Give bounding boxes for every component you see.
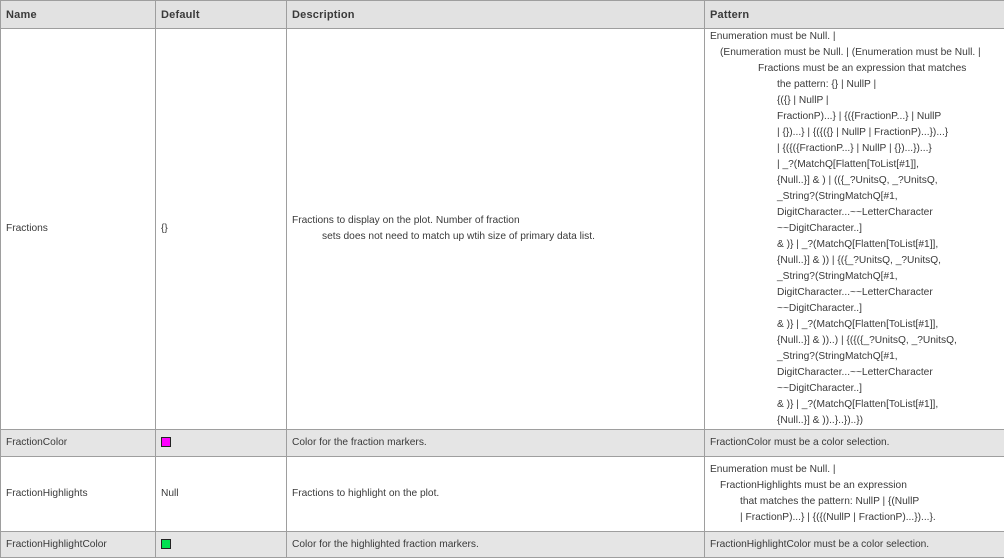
option-pattern: FractionHighlightColor must be a color selection. <box>705 532 1004 558</box>
pattern-line: {Null..}] & )) | {({_?UnitsQ, _?UnitsQ, <box>777 255 942 266</box>
pattern-line: | _?(MatchQ[Flatten[ToList[#1]], <box>777 159 919 170</box>
table-row <box>1 29 1004 430</box>
pattern-line: DigitCharacter...~~LetterCharacter <box>777 287 933 298</box>
pattern-line: ~~DigitCharacter..] <box>777 223 862 234</box>
pattern-line: Enumeration must be Null. | <box>710 31 836 42</box>
description-line: Fractions to display on the plot. Number of fraction <box>292 215 520 226</box>
pattern-line: {Null..}] & ))..) | {({({_?UnitsQ, _?UnitsQ, <box>777 335 957 346</box>
option-description: Fractions to highlight on the plot. <box>287 457 705 532</box>
option-pattern: FractionColor must be a color selection. <box>705 430 1004 457</box>
table-header-row <box>1 1 1004 29</box>
option-pattern <box>705 457 1004 532</box>
pattern-line: that matches the pattern: NullP | {(NullP <box>740 496 920 507</box>
option-description <box>287 29 705 430</box>
pattern-line: _String?(StringMatchQ[#1, <box>777 351 898 362</box>
pattern-line: & )} | _?(MatchQ[Flatten[ToList[#1]], <box>777 319 939 330</box>
option-name: Fractions <box>1 29 156 430</box>
pattern-line: ~~DigitCharacter..] <box>777 383 862 394</box>
pattern-line: FractionHighlights must be an expression <box>720 480 907 491</box>
option-pattern <box>705 29 1004 430</box>
table-row <box>1 457 1004 532</box>
table-row <box>1 532 1004 558</box>
option-description: Color for the highlighted fraction markers. <box>287 532 705 558</box>
option-name: FractionHighlightColor <box>1 532 156 558</box>
pattern-line: ~~DigitCharacter..] <box>777 303 862 314</box>
column-header-description[interactable]: Description <box>287 1 705 29</box>
column-header-pattern[interactable]: Pattern <box>705 1 1004 29</box>
option-default <box>156 532 287 558</box>
pattern-line: the pattern: {} | NullP | <box>777 79 877 90</box>
option-default <box>156 430 287 457</box>
option-default: Null <box>156 457 287 532</box>
option-default: {} <box>156 29 287 430</box>
color-swatch-icon <box>161 437 171 447</box>
option-name: FractionColor <box>1 430 156 457</box>
pattern-line: & )} | _?(MatchQ[Flatten[ToList[#1]], <box>777 239 939 250</box>
pattern-line: _String?(StringMatchQ[#1, <box>777 271 898 282</box>
pattern-line: | FractionP)...} | {({(NullP | FractionP)...})...}. <box>740 512 936 523</box>
pattern-line: & )} | _?(MatchQ[Flatten[ToList[#1]], <box>777 399 939 410</box>
column-header-name[interactable]: Name <box>1 1 156 29</box>
pattern-line: {({} | NullP | <box>777 95 829 106</box>
pattern-line: DigitCharacter...~~LetterCharacter <box>777 207 933 218</box>
color-swatch-icon <box>161 539 171 549</box>
pattern-line: FractionP)...} | {({FractionP...} | NullP <box>777 111 942 122</box>
pattern-line: (Enumeration must be Null. | (Enumeration must be Null. | <box>720 47 981 58</box>
pattern-line: | {({({FractionP...} | NullP | {})...})...} <box>777 143 932 154</box>
table-row <box>1 430 1004 457</box>
pattern-line: {Null..}] & ))..}..})..}) <box>777 415 864 426</box>
pattern-line: DigitCharacter...~~LetterCharacter <box>777 367 933 378</box>
pattern-line: {Null..}] & ) | (({_?UnitsQ, _?UnitsQ, <box>777 175 938 186</box>
option-name: FractionHighlights <box>1 457 156 532</box>
pattern-line: Enumeration must be Null. | <box>710 464 836 475</box>
pattern-line: Fractions must be an expression that matches <box>758 63 967 74</box>
column-header-default[interactable]: Default <box>156 1 287 29</box>
pattern-line: | {})...} | {({({} | NullP | FractionP)...})...} <box>777 127 949 138</box>
description-line: sets does not need to match up wtih size of primary data list. <box>322 231 595 242</box>
option-description: Color for the fraction markers. <box>287 430 705 457</box>
pattern-line: _String?(StringMatchQ[#1, <box>777 191 898 202</box>
